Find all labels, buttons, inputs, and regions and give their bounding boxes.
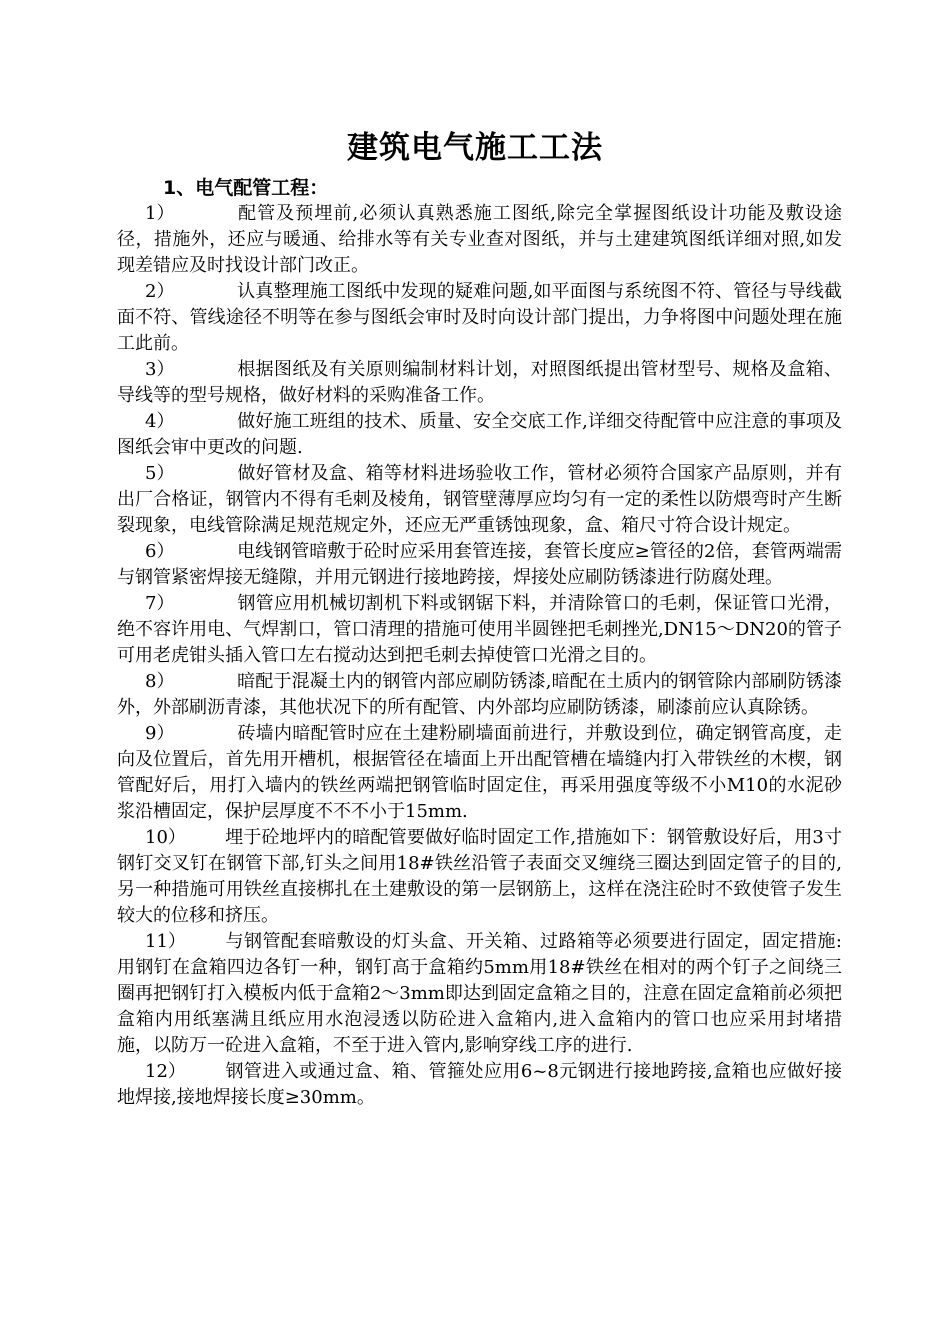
paragraph-number: 10） [145, 827, 186, 848]
paragraph [117, 357, 842, 409]
paragraph [117, 539, 842, 591]
paragraph [117, 409, 842, 461]
paragraph-text: 钢管进入或通过盒、箱、管箍处应用6~8元钢进行接地跨接,盒箱也应做好接地焊接,接地焊接长度≥30mm。 [117, 1061, 842, 1108]
paragraph [117, 929, 842, 1059]
paragraph-number: 8） [145, 671, 175, 692]
paragraph [117, 721, 842, 825]
paragraph-number: 5） [145, 463, 175, 484]
paragraph [117, 825, 842, 929]
paragraph-text: 做好施工班组的技术、质量、安全交底工作,详细交待配管中应注意的事项及图纸会审中更改的问题. [117, 411, 842, 458]
paragraph-text: 电线钢管暗敷于砼时应采用套管连接，套管长度应≥管径的2倍，套管两端需与钢管紧密焊接无缝隙，并用元钢进行接地跨接，焊接处应刷防锈漆进行防腐处理。 [117, 541, 842, 588]
document-body [117, 201, 842, 1111]
paragraph-number: 4） [145, 411, 175, 432]
paragraph-number: 7） [145, 593, 175, 614]
paragraph-text: 根据图纸及有关原则编制材料计划，对照图纸提出管材型号、规格及盒箱、导线等的型号规格，做好材料的采购准备工作。 [117, 359, 842, 406]
paragraph-number: 12） [145, 1061, 186, 1082]
paragraph-text: 埋于砼地坪内的暗配管要做好临时固定工作,措施如下：钢管敷设好后，用3寸钢钉交叉钉在钢管下部,钉头之间用18#铁丝沿管子表面交叉缠绕三圈达到固定管子的目的,另一种措施可用铁丝直接梆扎在土建敷设的第一层钢筋上，这样在浇注砼时不致使管子发生较大的位移和挤压。 [117, 827, 842, 926]
document-title: 建筑电气施工工法 [347, 130, 603, 166]
section-heading: 1、电气配管工程： [163, 177, 329, 199]
paragraph-text: 暗配于混凝土内的钢管内部应刷防锈漆,暗配在土质内的钢管除内部刷防锈漆外，外部刷沥青漆，其他状况下的所有配管、内外部均应刷防锈漆，刷漆前应认真除锈。 [117, 671, 842, 718]
paragraph [117, 669, 842, 721]
paragraph-number: 1） [145, 203, 175, 224]
paragraph-number: 2） [145, 281, 175, 302]
paragraph-number: 11） [145, 931, 186, 952]
paragraph-text: 配管及预埋前,必须认真熟悉施工图纸,除完全掌握图纸设计功能及敷设途径，措施外，还应与暖通、给排水等有关专业查对图纸，并与土建建筑图纸详细对照,如发现差错应及时找设计部门改正。 [117, 203, 842, 276]
paragraph [117, 461, 842, 539]
paragraph-number: 3） [145, 359, 175, 380]
paragraph [117, 279, 842, 357]
paragraph-text: 钢管应用机械切割机下料或钢锯下料，并清除管口的毛刺，保证管口光滑，绝不容许用电、气焊割口，管口清理的措施可使用半圆锉把毛刺挫光,DN15～DN20的管子可用老虎钳头插入管口左右搅动达到把毛刺去掉使管口光滑之目的。 [117, 593, 842, 666]
paragraph-number: 9） [145, 723, 175, 744]
paragraph-text: 砖墙内暗配管时应在土建粉刷墙面前进行，并敷设到位，确定钢管高度，走向及位置后，首先用开槽机，根据管径在墙面上开出配管槽在墙缝内打入带铁丝的木楔，钢管配好后，用打入墙内的铁丝两端把钢管临时固定住，再采用强度等级不小M10的水泥砂浆沿槽固定，保护层厚度不不不小于15mm. [117, 723, 842, 822]
paragraph-number: 6） [145, 541, 175, 562]
paragraph [117, 591, 842, 669]
paragraph-text: 认真整理施工图纸中发现的疑难问题,如平面图与系统图不符、管径与导线截面不符、管线途径不明等在参与图纸会审时及时向设计部门提出，力争将图中问题处理在施工此前。 [117, 281, 842, 354]
paragraph [117, 1059, 842, 1111]
paragraph-text: 做好管材及盒、箱等材料进场验收工作，管材必须符合国家产品原则，并有出厂合格证，钢管内不得有毛刺及棱角，钢管壁薄厚应均匀有一定的柔性以防煨弯时产生断裂现象，电线管除满足规范规定外，还应无严重锈蚀现象，盒、箱尺寸符合设计规定。 [117, 463, 842, 536]
paragraph-text: 与钢管配套暗敷设的灯头盒、开关箱、过路箱等必须要进行固定，固定措施:用钢钉在盒箱四边各钉一种，钢钉高于盒箱约5mm用18#铁丝在相对的两个钉子之间绕三圈再把钢钉打入模板内低于盒箱2～3mm即达到固定盒箱之目的，注意在固定盒箱前必须把盒箱内用纸塞满且纸应用水泡浸透以防砼进入盒箱内,进入盒箱内的管口也应采用封堵措施，以防万一砼进入盒箱，不至于进入管内,影响穿线工序的进行. [117, 931, 842, 1056]
paragraph [117, 201, 842, 279]
